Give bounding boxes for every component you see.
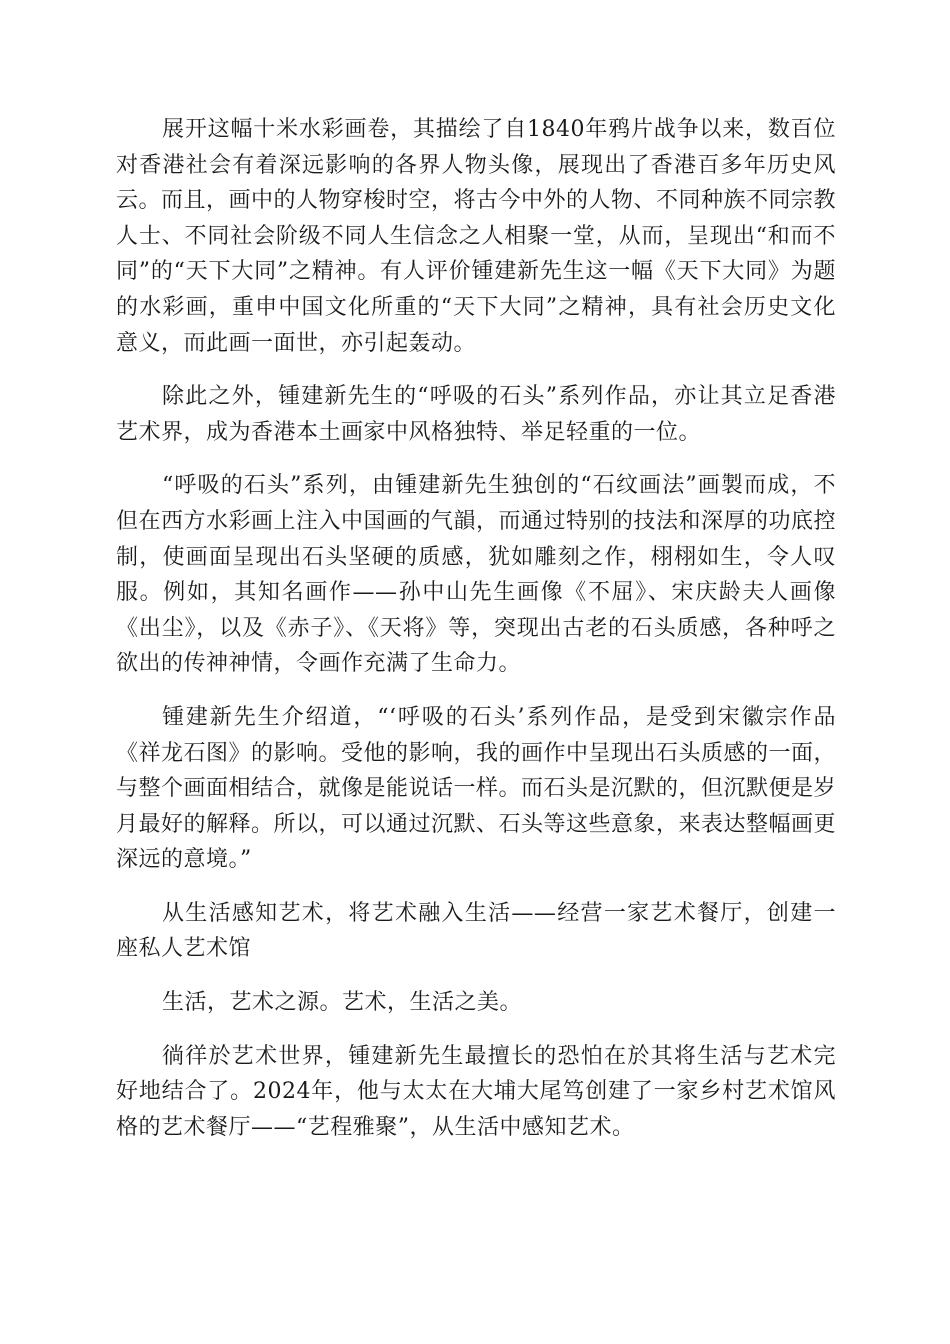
paragraph-art-restaurant: 徜徉於艺术世界，锺建新先生最擅长的恐怕在於其将生活与艺术完好地结合了。2024年，他与太太在大埔大尾笃创建了一家乡村艺术馆风格的艺术餐厅——“艺程雅聚”，从生活中感知艺术。: [116, 1043, 836, 1140]
paragraph-artist-quote: 锺建新先生介绍道，“‘呼吸的石头’系列作品，是受到宋徽宗作品《祥龙石图》的影响。受他的影响，我的画作中呈现出石头质感的一面，与整个画面相结合，就像是能说话一样。而石头是沉默的，但沉默便是岁月最好的解释。所以，可以通过沉默、石头等这些意象，来表达整幅画更深远的意境。”: [116, 704, 837, 873]
paragraph-painting-scroll: 展开这幅十米水彩画卷，其描绘了自1840年鸦片战争以来，数百位对香港社会有着深远影响的各界人物头像，展现出了香港百多年历史风云。而且，画中的人物穿梭时空，将古今中外的人物、不同种族不同宗教人士、不同社会阶级不同人生信念之人相聚一堂，从而，呈现出“和而不同”的“天下大同”之精神。有人评价锺建新先生这一幅《天下大同》为题的水彩画，重申中国文化所重的“天下大同”之精神，具有社会历史文化意义，而此画一面世，亦引起轰动。: [116, 117, 837, 356]
document-body: [116, 112, 836, 1163]
section-heading-art-restaurant: 从生活感知艺术，将艺术融入生活——经营一家艺术餐厅，创建一座私人艺术馆: [116, 900, 836, 962]
paragraph-breathing-stone-intro: 除此之外，锺建新先生的“呼吸的石头”系列作品，亦让其立足香港艺术界，成为香港本土画家中风格独特、举足轻重的一位。: [116, 384, 836, 445]
paragraph-life-art-motto: 生活，艺术之源。艺术，生活之美。: [162, 990, 523, 1016]
paragraph-stone-technique: “呼吸的石头”系列，由锺建新先生独创的“石纹画法”画製而成，不但在西方水彩画上注入中国画的气韻，而通过特别的技法和深厚的功底控制，使画面呈现出石头坚硬的质感，犹如雕刻之作，栩栩如生，令人叹服。例如，其知名画作——孙中山先生画像《不屈》、宋庆龄夫人画像《出尘》，以及《赤子》、《天将》等，突现出古老的石头质感，各种呼之欲出的传神神情，令画作充满了生命力。: [116, 473, 837, 677]
